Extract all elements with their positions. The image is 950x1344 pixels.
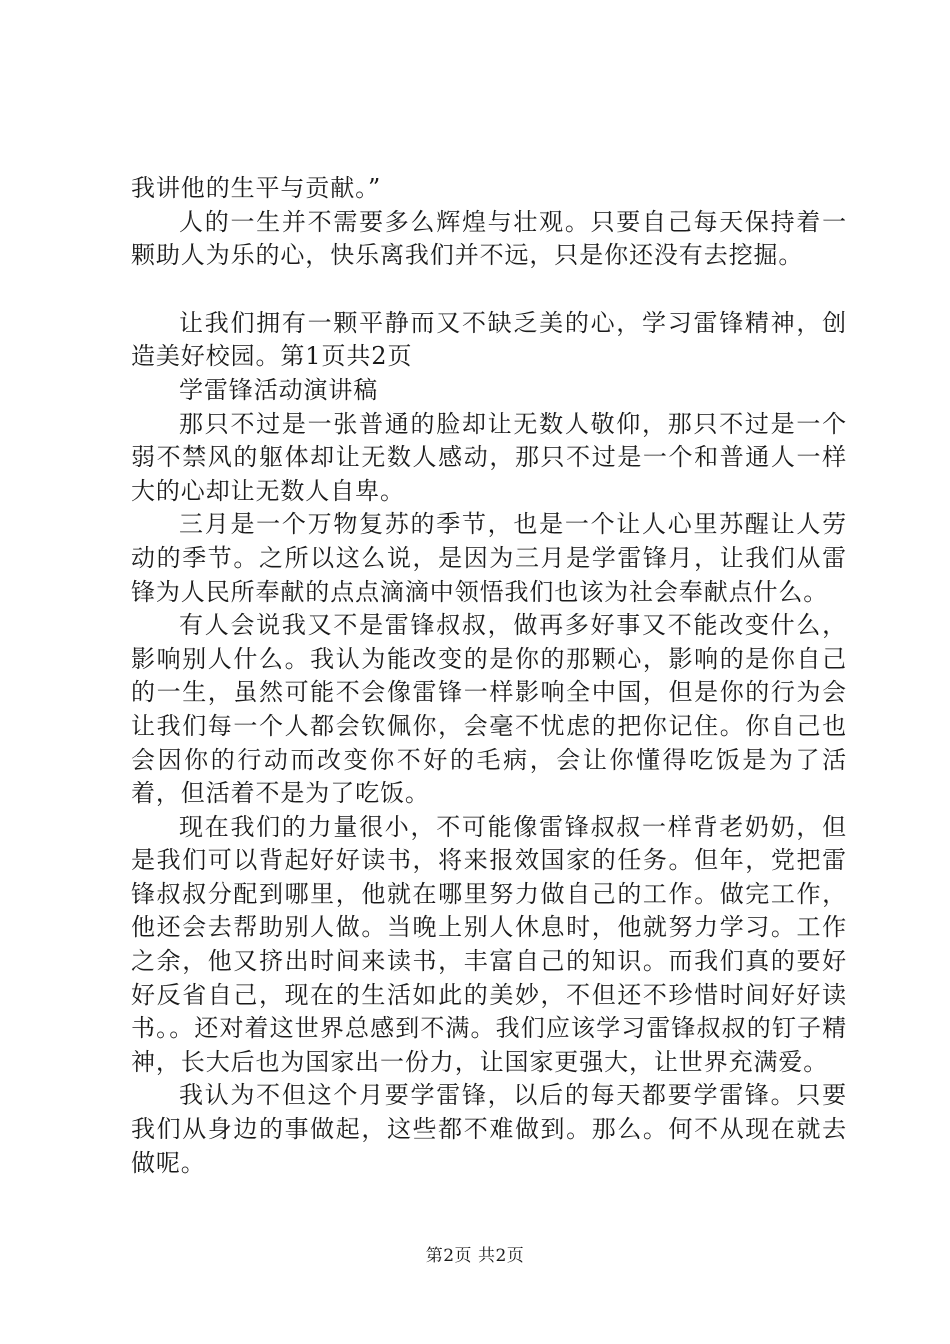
paragraph: 人的一生并不需要多么辉煌与壮观。只要自己每天保持着一颗助人为乐的心，快乐离我们并不远，只是你还没有去挖掘。 [131,207,847,270]
paragraph: 让我们拥有一颗平静而又不缺乏美的心，学习雷锋精神，创造美好校园。第1页共2页 [131,308,847,371]
paragraph: 有人会说我又不是雷锋叔叔，做再多好事又不能改变什么，影响别人什么。我认为能改变的是你的那颗心，影响的是你自己的一生，虽然可能不会像雷锋一样影响全中国，但是你的行为会让我们每一个人都会钦佩你，会毫不忧虑的把你记住。你自己也会因你的行动而改变你不好的毛病，会让你懂得吃饭是为了活着，但活着不是为了吃饭。 [131,611,847,808]
paragraph: 那只不过是一张普通的脸却让无数人敬仰，那只不过是一个弱不禁风的躯体却让无数人感动，那只不过是一个和普通人一样大的心却让无数人自卑。 [131,409,847,505]
paragraph: 三月是一个万物复苏的季节，也是一个让人心里苏醒让人劳动的季节。之所以这么说，是因为三月是学雷锋月，让我们从雷锋为人民所奉献的点点滴滴中领悟我们也该为社会奉献点什么。 [131,510,847,606]
paragraph-continuation: 我讲他的生平与贡献。” [131,174,382,202]
paragraph: 现在我们的力量很小，不可能像雷锋叔叔一样背老奶奶，但是我们可以背起好好读书，将来报效国家的任务。但年，党把雷锋叔叔分配到哪里，他就在哪里努力做自己的工作。做完工作，他还会去帮助别人做。当晚上别人休息时，他就努力学习。工作之余，他又挤出时间来读书，丰富自己的知识。而我们真的要好好反省自己，现在的生活如此的美妙，不但还不珍惜时间好好读书。。还对着这世界总感到不满。我们应该学习雷锋叔叔的钉子精神，长大后也为国家出一份力，让国家更强大，让世界充满爱。 [131,812,847,1076]
document-body [131,172,847,1180]
paragraph: 我认为不但这个月要学雷锋，以后的每天都要学雷锋。只要我们从身边的事做起，这些都不难做到。那么。何不从现在就去做呢。 [131,1081,847,1177]
speech-title: 学雷锋活动演讲稿 [179,375,379,404]
page-number-footer: 第2页 共2页 [425,1246,525,1266]
